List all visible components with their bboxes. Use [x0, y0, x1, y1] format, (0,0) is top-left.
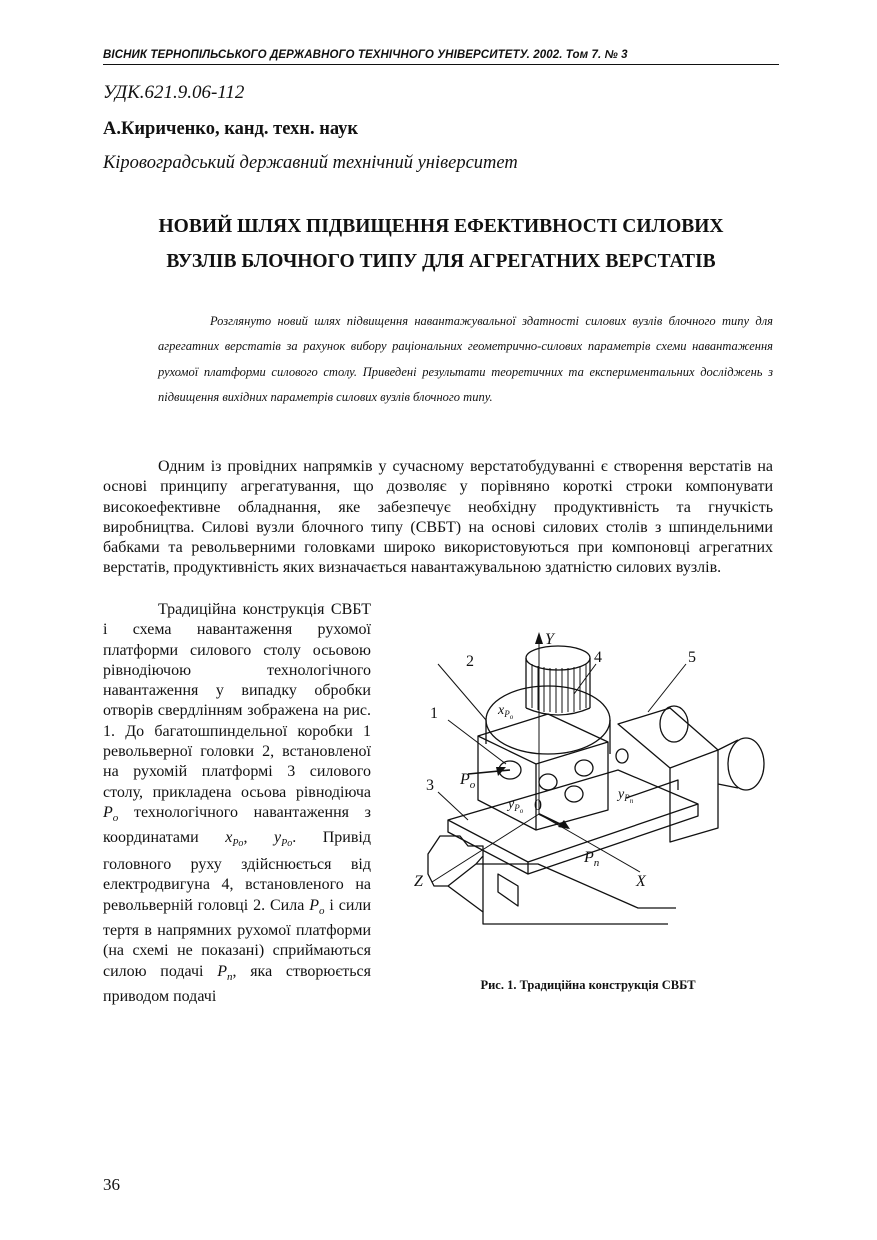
part-label-4: 4 — [594, 649, 602, 666]
p2-text-e: , яка створюється приводом подачі — [103, 962, 371, 1006]
spindle-3 — [575, 760, 593, 776]
p2-force-po-2: $P_о$ — [309, 896, 325, 917]
leader-2 — [438, 664, 486, 720]
p2-coord-y: $y_{Po}$ — [273, 829, 293, 850]
coord-xpo-label: $x_Po$ — [498, 703, 514, 721]
spindle-box-front — [478, 736, 536, 830]
force-pp-label: $P_п$ — [584, 849, 600, 869]
force-po-label: $P_o$ — [460, 771, 476, 791]
force-po-line — [468, 770, 510, 774]
drive-housing — [618, 708, 718, 842]
drive-motor-2 — [728, 738, 764, 790]
figure-caption: Рис. 1. Традиційна конструкція СВБТ — [480, 978, 696, 992]
slide-slot — [498, 874, 518, 906]
spindle-box-top — [478, 714, 608, 742]
title-line-1: НОВИЙ ШЛЯХ ПІДВИЩЕННЯ ЕФЕКТИВНОСТІ СИЛОВИХ — [158, 216, 724, 237]
abstract: Розглянуто новий шлях підвищення навантажувальної здатності силових вузлів блочного типу для агрегатних верстатів за рахунок вибору раціональних геометрично-силових параметрів схеми навантаження рухомої платформи силового столу. Приведені результати теоретичних та експериментальних досліджень з підвищення вихідних параметрів силових вузлів блочного типу. — [158, 314, 773, 404]
p2-force-pp: $P_п$ — [217, 962, 233, 983]
part-label-5: 5 — [688, 649, 696, 666]
body-paragraph-1: Одним із провідних напрямків у сучасному верстатобудуванні є створення верстатів на основі принципу агрегатування, що дозволяє у порівняно короткі строки компонувати високоефективне обладнання, яке забезпечує необхідну продуктивність та гнучкість виробництва. Силові вузли блочного типу (СВБТ) на основі силових столів з шпиндельними бабками та револьверними головками широко використовуються при компоновці агрегатних верстатів, продуктивність яких визначається навантажувальною здатністю силових вузлів. — [103, 458, 773, 577]
leader-5 — [648, 664, 686, 712]
p2-text-d: і сили тертя в напрямних рухомої платформи (на схемі не показані) сприймаються силою подачі — [103, 896, 371, 980]
part-label-1: 1 — [430, 705, 438, 722]
p2-text-b: технологічного навантаження з координатами — [103, 803, 371, 847]
journal-header: ВІСНИК ТЕРНОПІЛЬСЬКОГО ДЕРЖАВНОГО ТЕХНІЧНОГО УНІВЕРСИТЕТУ. 2002. Том 7. № 3 — [103, 49, 779, 65]
article-title — [103, 209, 779, 279]
part-label-2: 2 — [466, 653, 474, 670]
p2-force-po: $P_o$ — [103, 803, 119, 825]
p2-coord-x: $x_{Po}$ — [225, 829, 244, 850]
coord-ypo-label: $y_Po$ — [508, 797, 524, 815]
axis-y-arrow — [535, 632, 543, 644]
platform-side — [528, 804, 698, 874]
slide-front-edge — [448, 886, 668, 924]
leader-1 — [448, 720, 506, 764]
axis-z-label: Z — [414, 873, 423, 890]
figure-svbt-drawing — [408, 624, 780, 954]
turret-top-ellipse — [486, 686, 610, 754]
slide-left-end — [428, 836, 483, 886]
part-label-3: 3 — [426, 777, 434, 794]
axis-y-label: Y — [545, 631, 554, 648]
origin-label: 0 — [534, 797, 542, 814]
leader-3 — [438, 792, 468, 820]
spindle-4 — [565, 786, 583, 802]
udk-code: УДК.621.9.06-112 — [103, 82, 245, 103]
spindle-2 — [539, 774, 557, 790]
title-line-2: ВУЗЛІВ БЛОЧНОГО ТИПУ ДЛЯ АГРЕГАТНИХ ВЕРСТАТІВ — [166, 251, 716, 272]
body-paragraph-2: Традиційна конструкція СВБТ і схема навантаження рухомої платформи силового столу осьовою рівнодіючою технологічного навантаження у випадку обробки отворів свердлінням зображена на рис. 1. До багатошпиндельної коробки 1 револьверної головки 2, встановленої на рухомій платформі 3 силового столу, прикладена осьова рівнодіюча $P_o$ технологічного навантаження з координатами $x_{Po}$, $y_{Po}$. Привід головного руху здійснюється від електродвигуна 4, встановленого на револьверній головці 2. Сила $P_о$ і сили тертя в напрямних рухомої платформи (на схемі не показані) сприймаються силою подачі $P_п$, яка створюється приводом подачі — [103, 601, 371, 1006]
coord-ypp-label: $y_Pп$ — [618, 787, 634, 805]
p2-text-a: Традиційна конструкція СВБТ і схема навантаження рухомої платформи силового столу осьовою рівнодіючою технологічного навантаження у випадку обробки отворів свердлінням зображена на рис. 1. До багатошпиндельної коробки 1 револьверної головки 2, встановленої на рухомій платформі 3 силового столу, прикладена осьова рівнодіюча — [103, 601, 371, 801]
author-line: А.Кириченко, канд. техн. наук — [103, 119, 359, 139]
drive-edge — [670, 750, 718, 768]
affiliation: Кіровоградський державний технічний університет — [103, 153, 518, 173]
page-number: 36 — [103, 1175, 120, 1194]
slide-rail — [476, 864, 676, 908]
p2-text-c: . Привід головного руху здійснюється від електродвигуна 4, встановленого на револьверній головці 2. Сила — [103, 829, 371, 914]
leader-4 — [574, 664, 596, 694]
spindle-side — [616, 749, 628, 763]
axis-x-label: X — [636, 873, 646, 890]
